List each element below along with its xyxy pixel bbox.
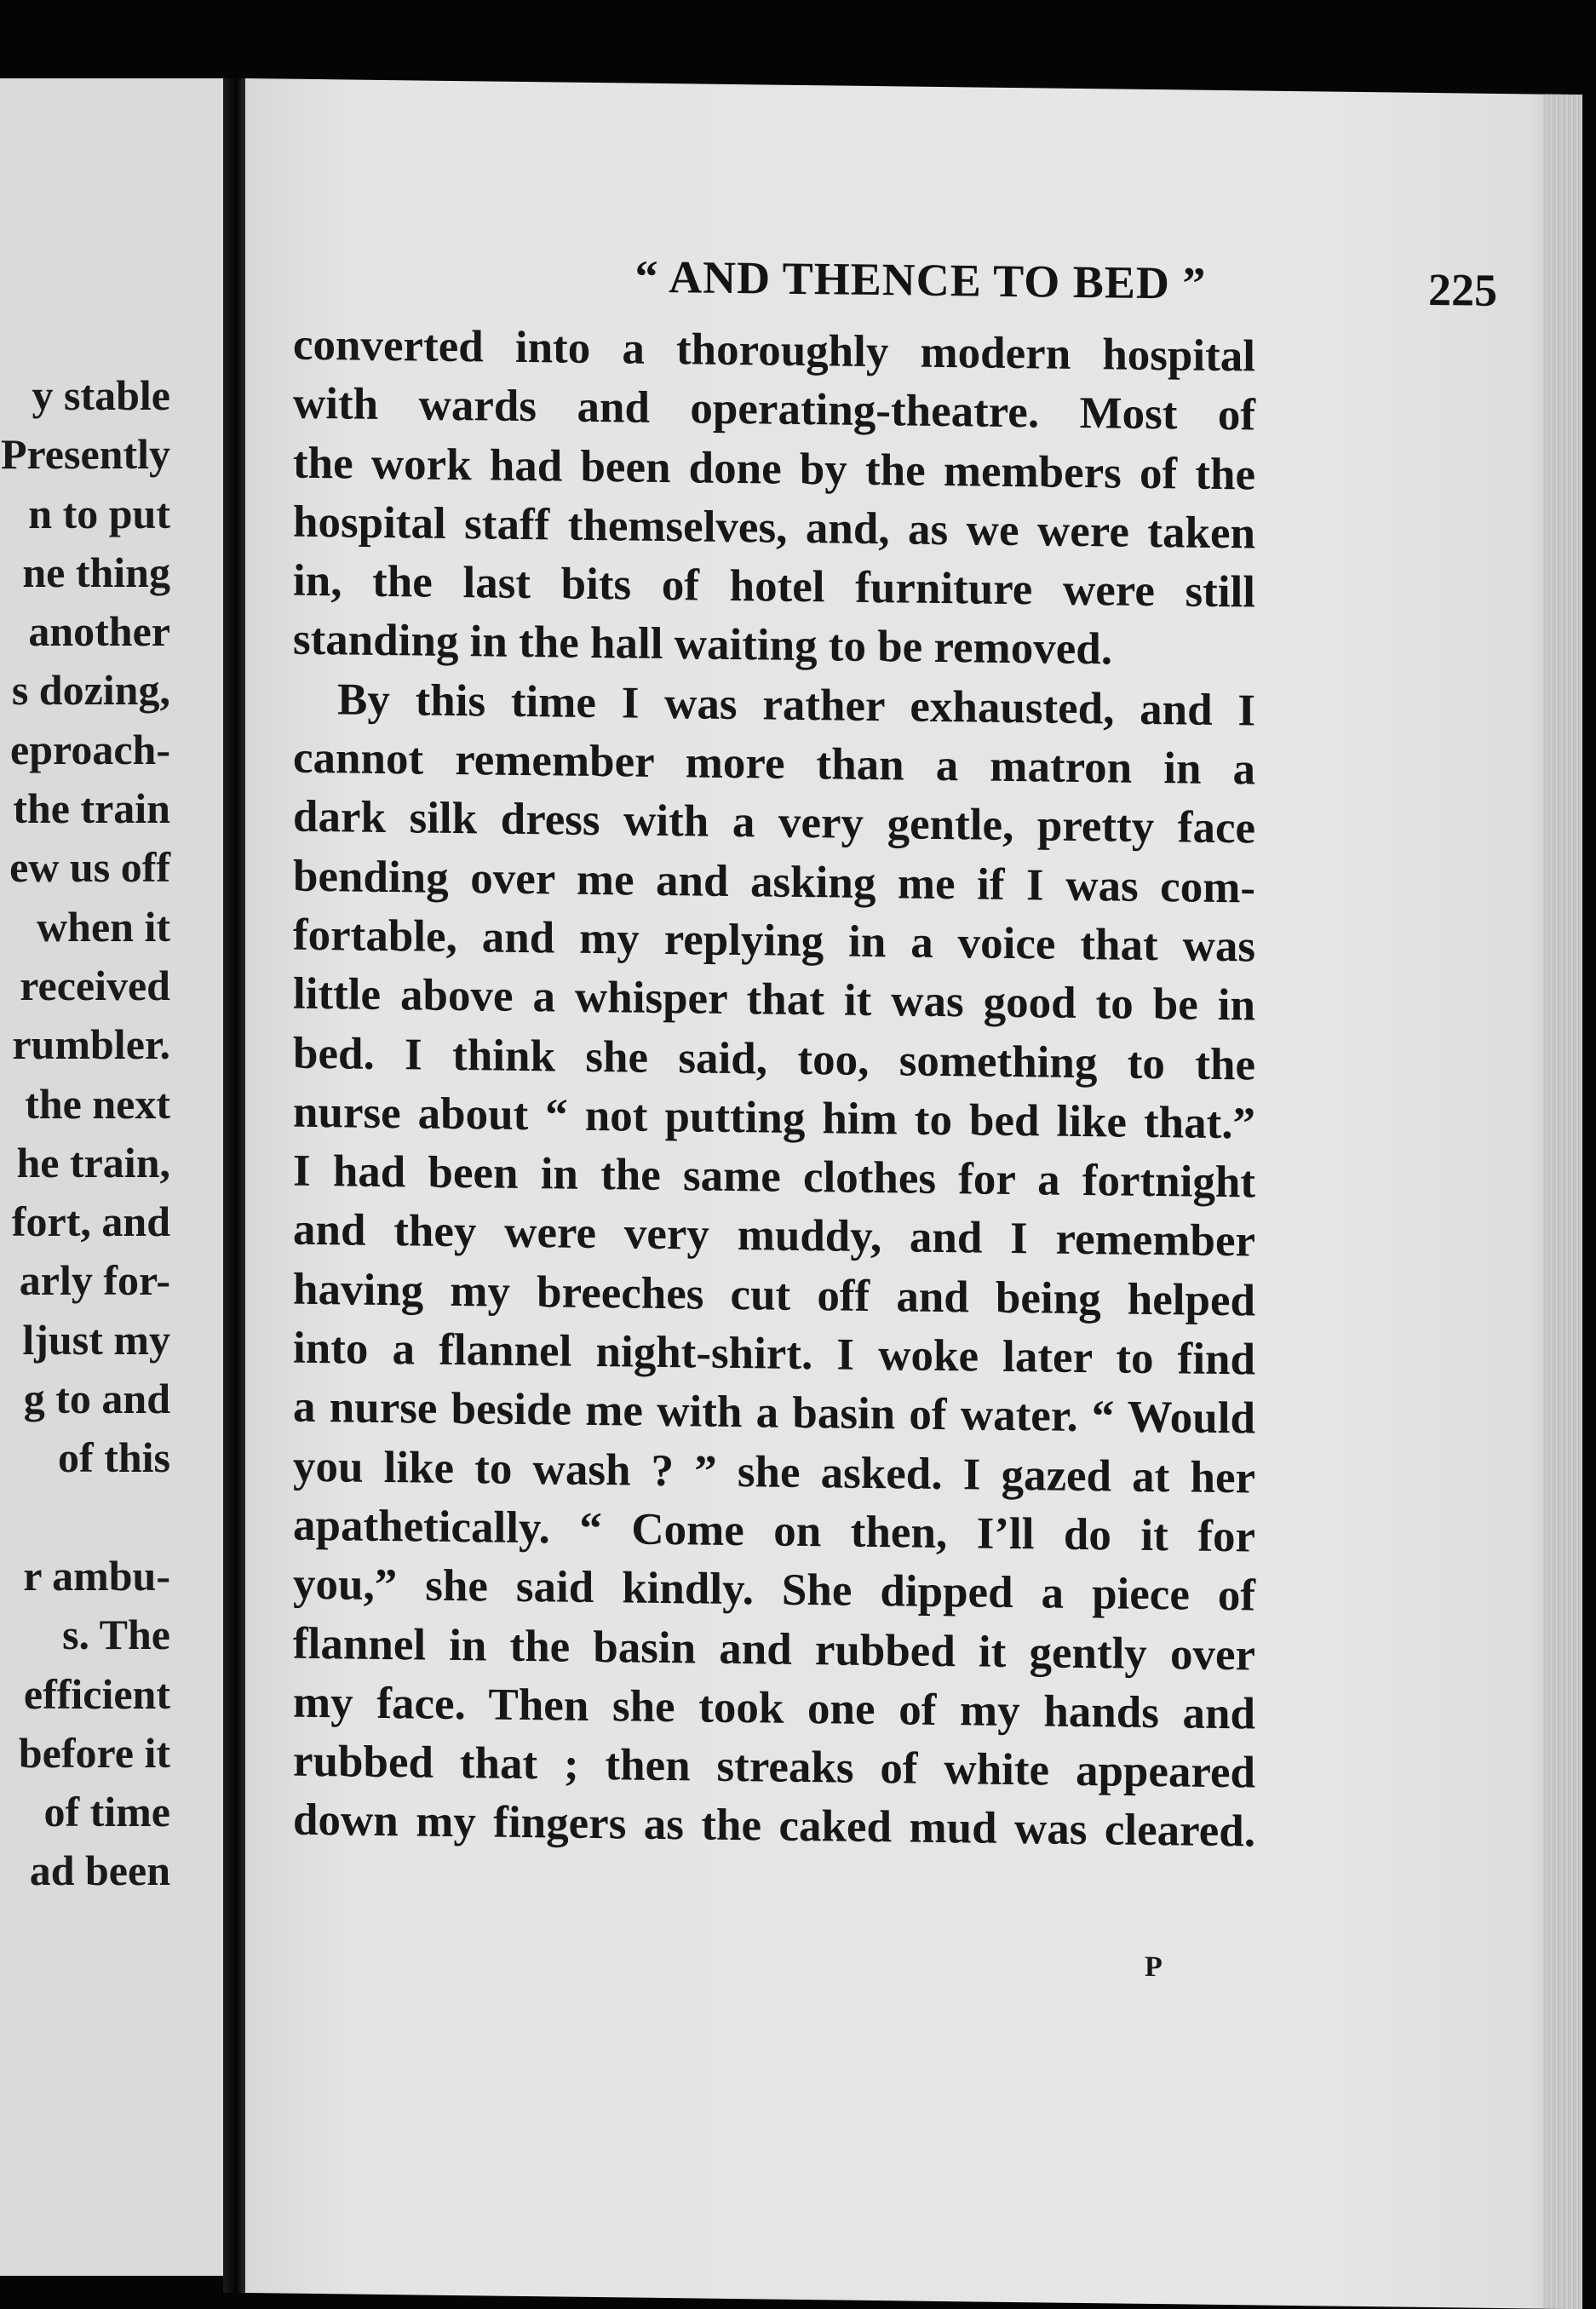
text-line: flannel in the basin and rubbed it gently over — [293, 1618, 1255, 1680]
text-line: you like to wash ? ” she asked. I gazed at her — [293, 1441, 1255, 1503]
text-line: By this time I was rather exhausted, and I — [337, 675, 1255, 736]
left-page — [0, 78, 228, 2276]
left-line: s dozing, — [11, 666, 170, 715]
text-line: you,” she said kindly. She dipped a piece of — [293, 1559, 1255, 1621]
text-line: nurse about “ not putting him to bed like that.” — [293, 1087, 1255, 1149]
left-line: efficient — [23, 1669, 170, 1718]
text-line: fortable, and my replying in a voice that was — [293, 910, 1255, 972]
left-line: the next — [25, 1079, 170, 1128]
text-line: cannot remember more than a matron in a — [293, 732, 1255, 795]
left-page-text — [1, 366, 170, 1901]
text-line: a nurse beside me with a basin of water. “ Would — [293, 1382, 1255, 1444]
text-line: bending over me and asking me if I was com- — [293, 851, 1255, 913]
left-line: ew us off — [9, 843, 170, 892]
signature-mark: P — [1145, 1950, 1163, 1984]
left-line: s. The — [62, 1611, 170, 1659]
right-page — [245, 78, 1582, 2309]
text-line: rubbed that ; then streaks of white appeared — [293, 1736, 1255, 1798]
text-line: in, the last bits of hotel furniture were still — [293, 555, 1255, 617]
left-line: received — [20, 961, 170, 1009]
running-title: “ AND THENCE TO BED ” — [634, 250, 1207, 309]
text-line: down my fingers as the caked mud was cleared. — [293, 1795, 1255, 1857]
text-line: bed. I think she said, too, something to the — [293, 1028, 1255, 1090]
text-line: my face. Then she took one of my hands and — [293, 1677, 1255, 1739]
text-line: with wards and operating-theatre. Most of — [293, 378, 1255, 440]
text-line: dark silk dress with a very gentle, pretty face — [293, 792, 1255, 853]
left-line: when it — [37, 902, 170, 951]
left-line-blank — [1, 1488, 170, 1547]
left-line: g to and — [23, 1375, 170, 1423]
text-line: having my breeches cut off and being helped — [293, 1264, 1255, 1326]
page-edge — [1543, 95, 1582, 2309]
left-line: of this — [58, 1433, 170, 1482]
text-line: the work had been done by the members of the — [293, 438, 1255, 500]
left-line: Presently — [0, 430, 170, 479]
text-line: into a flannel night-shirt. I woke later to find — [293, 1323, 1255, 1385]
left-line: the train — [13, 784, 170, 833]
left-line: before it — [18, 1728, 170, 1777]
text-line: I had been in the same clothes for a fortnight — [293, 1146, 1255, 1208]
left-line: ne thing — [22, 548, 170, 596]
body-text — [293, 316, 1255, 1863]
left-line: arly for- — [19, 1256, 170, 1305]
text-line: standing in the hall waiting to be removed. — [293, 615, 1112, 675]
left-line: ljust my — [22, 1315, 170, 1364]
left-line: y stable — [32, 371, 170, 419]
left-line: eproach- — [10, 725, 170, 773]
text-line: converted into a thoroughly modern hospital — [293, 319, 1255, 382]
text-line: hospital staff themselves, and, as we were taken — [293, 497, 1255, 559]
left-line: he train, — [16, 1138, 170, 1186]
text-line: apathetically. “ Come on then, I’ll do it for — [293, 1500, 1255, 1562]
running-head — [448, 248, 1513, 329]
left-line: n to put — [28, 489, 170, 537]
left-line: ad been — [29, 1847, 170, 1895]
left-line: r ambu- — [23, 1551, 170, 1600]
left-line: fort, and — [11, 1198, 170, 1246]
book-gutter — [223, 78, 245, 2293]
left-line: another — [28, 607, 170, 656]
text-line: and they were very muddy, and I remember — [293, 1205, 1255, 1267]
text-line: little above a whisper that it was good to be in — [293, 968, 1255, 1031]
left-line: rumbler. — [12, 1020, 170, 1069]
page-number: 225 — [1428, 263, 1497, 316]
left-line: of time — [43, 1788, 170, 1836]
